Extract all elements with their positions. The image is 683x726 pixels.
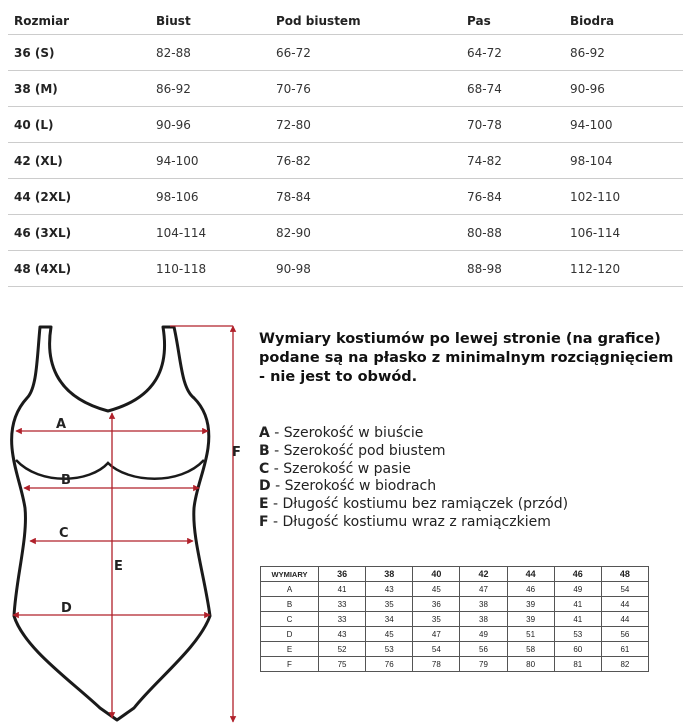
legend-item bbox=[259, 514, 683, 532]
table-cell: 49 bbox=[554, 582, 601, 597]
waist-cell: 64-72 bbox=[461, 35, 564, 71]
swimsuit-outline bbox=[12, 327, 210, 720]
table-cell: E bbox=[261, 642, 319, 657]
table-row bbox=[8, 107, 683, 143]
table-cell: 41 bbox=[554, 612, 601, 627]
hips-cell: 106-114 bbox=[564, 215, 683, 251]
table-cell: 79 bbox=[460, 657, 507, 672]
table-cell: 76 bbox=[366, 657, 413, 672]
header-cell: 42 bbox=[460, 567, 507, 582]
legend-key: C bbox=[259, 460, 270, 477]
table-cell: 53 bbox=[366, 642, 413, 657]
legend-key: D bbox=[259, 478, 271, 495]
table-cell: 81 bbox=[554, 657, 601, 672]
hips-cell: 90-96 bbox=[564, 71, 683, 107]
size-cell: 38 (M) bbox=[8, 71, 150, 107]
note-line: podane są na płasko z minimalnym rozciągnięciem bbox=[259, 350, 674, 366]
table-row bbox=[8, 143, 683, 179]
table-cell: 54 bbox=[601, 582, 648, 597]
table-cell: F bbox=[261, 657, 319, 672]
table-row bbox=[8, 215, 683, 251]
table-cell: 56 bbox=[460, 642, 507, 657]
bust-cell: 82-88 bbox=[150, 35, 270, 71]
hips-cell: 94-100 bbox=[564, 107, 683, 143]
note-line: - nie jest to obwód. bbox=[259, 369, 418, 385]
size-table-header-row bbox=[8, 8, 683, 35]
table-cell: 38 bbox=[460, 597, 507, 612]
underbust-cell: 82-90 bbox=[270, 215, 461, 251]
size-cell: 36 (S) bbox=[8, 35, 150, 71]
waist-cell: 70-78 bbox=[461, 107, 564, 143]
table-row bbox=[261, 612, 649, 627]
table-cell: 41 bbox=[554, 597, 601, 612]
bust-cell: 104-114 bbox=[150, 215, 270, 251]
header-cell: 38 bbox=[366, 567, 413, 582]
underbust-cell: 72-80 bbox=[270, 107, 461, 143]
table-cell: 80 bbox=[507, 657, 554, 672]
measurement-header-row bbox=[261, 567, 649, 582]
header-underbust: Pod biustem bbox=[270, 8, 461, 35]
legend-item bbox=[259, 443, 683, 461]
header-cell: 46 bbox=[554, 567, 601, 582]
header-hips: Biodra bbox=[564, 8, 683, 35]
legend-text: - Szerokość w biodrach bbox=[270, 478, 437, 495]
bust-cell: 98-106 bbox=[150, 179, 270, 215]
label-f: F bbox=[232, 445, 241, 460]
legend-item bbox=[259, 478, 683, 496]
table-row bbox=[261, 627, 649, 642]
table-cell: 39 bbox=[507, 612, 554, 627]
table-cell: 54 bbox=[413, 642, 460, 657]
measurement-table bbox=[260, 566, 649, 672]
waist-cell: 88-98 bbox=[461, 251, 564, 287]
size-table bbox=[8, 8, 683, 287]
table-cell: 56 bbox=[601, 627, 648, 642]
label-d: D bbox=[61, 601, 72, 616]
hips-cell: 86-92 bbox=[564, 35, 683, 71]
table-cell: 44 bbox=[601, 612, 648, 627]
header-cell: 40 bbox=[413, 567, 460, 582]
hips-cell: 112-120 bbox=[564, 251, 683, 287]
underbust-cell: 78-84 bbox=[270, 179, 461, 215]
table-cell: 53 bbox=[554, 627, 601, 642]
table-cell: 47 bbox=[460, 582, 507, 597]
legend-key: E bbox=[259, 496, 269, 513]
table-cell: D bbox=[261, 627, 319, 642]
table-cell: 60 bbox=[554, 642, 601, 657]
table-cell: 61 bbox=[601, 642, 648, 657]
table-cell: 33 bbox=[319, 612, 366, 627]
table-cell: 44 bbox=[601, 597, 648, 612]
header-cell: 44 bbox=[507, 567, 554, 582]
table-cell: A bbox=[261, 582, 319, 597]
bust-line bbox=[16, 460, 204, 479]
measurement-note bbox=[259, 330, 683, 387]
table-cell: 45 bbox=[366, 627, 413, 642]
header-size: Rozmiar bbox=[8, 8, 150, 35]
table-cell: 38 bbox=[460, 612, 507, 627]
legend-text: - Szerokość w biuście bbox=[269, 425, 424, 441]
table-cell: 75 bbox=[319, 657, 366, 672]
legend-item bbox=[259, 496, 683, 514]
underbust-cell: 66-72 bbox=[270, 35, 461, 71]
waist-cell: 74-82 bbox=[461, 143, 564, 179]
legend-item bbox=[259, 425, 683, 443]
legend bbox=[259, 425, 683, 532]
underbust-cell: 90-98 bbox=[270, 251, 461, 287]
bust-cell: 110-118 bbox=[150, 251, 270, 287]
size-cell: 44 (2XL) bbox=[8, 179, 150, 215]
underbust-cell: 70-76 bbox=[270, 71, 461, 107]
table-cell: B bbox=[261, 597, 319, 612]
label-c: C bbox=[59, 526, 69, 541]
header-waist: Pas bbox=[461, 8, 564, 35]
table-cell: 51 bbox=[507, 627, 554, 642]
waist-cell: 80-88 bbox=[461, 215, 564, 251]
table-cell: 35 bbox=[366, 597, 413, 612]
table-cell: 43 bbox=[366, 582, 413, 597]
table-cell: 41 bbox=[319, 582, 366, 597]
table-cell: 34 bbox=[366, 612, 413, 627]
waist-cell: 76-84 bbox=[461, 179, 564, 215]
label-a: A bbox=[56, 417, 67, 432]
hips-cell: 102-110 bbox=[564, 179, 683, 215]
header-cell: 48 bbox=[601, 567, 648, 582]
legend-text: - Szerokość w pasie bbox=[269, 460, 411, 477]
table-row bbox=[8, 179, 683, 215]
table-cell: 82 bbox=[601, 657, 648, 672]
size-cell: 46 (3XL) bbox=[8, 215, 150, 251]
table-cell: 46 bbox=[507, 582, 554, 597]
table-cell: 78 bbox=[413, 657, 460, 672]
legend-text: - Długość kostiumu bez ramiączek (przód) bbox=[268, 496, 569, 513]
table-cell: 36 bbox=[413, 597, 460, 612]
bust-cell: 94-100 bbox=[150, 143, 270, 179]
legend-item bbox=[259, 461, 683, 479]
legend-text: - Szerokość pod biustem bbox=[269, 442, 446, 459]
waist-cell: 68-74 bbox=[461, 71, 564, 107]
table-row bbox=[8, 71, 683, 107]
table-row bbox=[261, 657, 649, 672]
header-bust: Biust bbox=[150, 8, 270, 35]
legend-key: A bbox=[259, 425, 270, 441]
table-cell: 43 bbox=[319, 627, 366, 642]
legend-text: - Długość kostiumu wraz z ramiączkiem bbox=[268, 513, 551, 530]
legend-key: F bbox=[259, 513, 269, 530]
table-row bbox=[8, 251, 683, 287]
bust-cell: 90-96 bbox=[150, 107, 270, 143]
hips-cell: 98-104 bbox=[564, 143, 683, 179]
table-row bbox=[8, 35, 683, 71]
table-cell: 39 bbox=[507, 597, 554, 612]
table-cell: 52 bbox=[319, 642, 366, 657]
legend-key: B bbox=[259, 442, 270, 459]
table-cell: 35 bbox=[413, 612, 460, 627]
table-cell: 47 bbox=[413, 627, 460, 642]
underbust-cell: 76-82 bbox=[270, 143, 461, 179]
table-cell: C bbox=[261, 612, 319, 627]
note-line: Wymiary kostiumów po lewej stronie (na grafice) bbox=[259, 331, 661, 347]
bust-cell: 86-92 bbox=[150, 71, 270, 107]
label-b: B bbox=[61, 473, 71, 488]
table-cell: 49 bbox=[460, 627, 507, 642]
table-row bbox=[261, 582, 649, 597]
size-cell: 48 (4XL) bbox=[8, 251, 150, 287]
table-row bbox=[261, 597, 649, 612]
size-cell: 42 (XL) bbox=[8, 143, 150, 179]
header-cell: 36 bbox=[319, 567, 366, 582]
size-cell: 40 (L) bbox=[8, 107, 150, 143]
table-cell: 33 bbox=[319, 597, 366, 612]
label-e: E bbox=[114, 559, 123, 574]
table-row bbox=[261, 642, 649, 657]
header-cell: WYMIARY bbox=[261, 567, 319, 582]
table-cell: 45 bbox=[413, 582, 460, 597]
swimsuit-diagram bbox=[0, 318, 250, 726]
table-cell: 58 bbox=[507, 642, 554, 657]
